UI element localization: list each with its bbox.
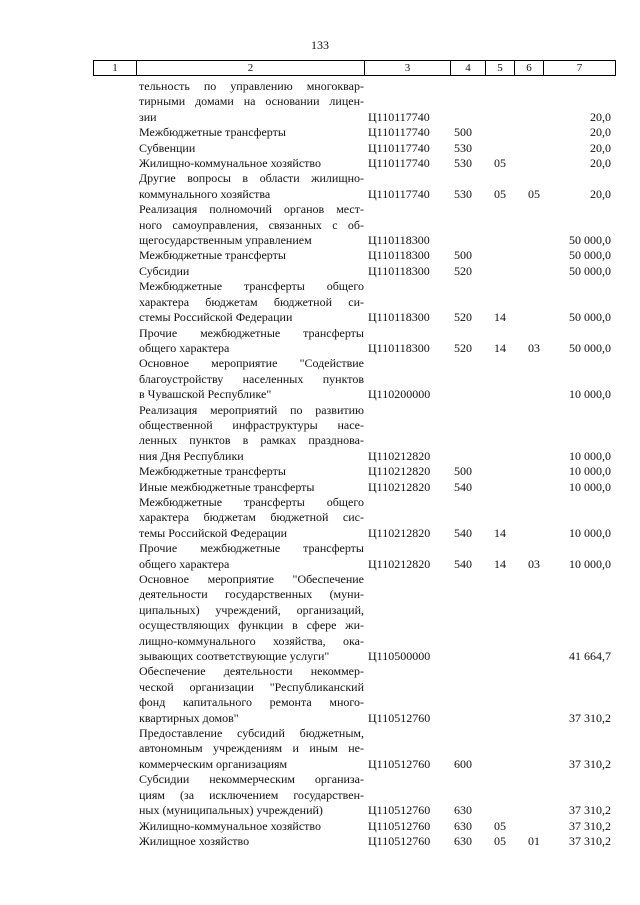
target-code: Ц110117740 [368, 140, 430, 155]
description-line: коммунального хозяйства [139, 186, 271, 201]
target-code: Ц110212820 [368, 448, 431, 463]
amount: 20,0 [590, 186, 611, 201]
column-header-5: 5 [486, 61, 515, 76]
expense-type-code: 630 [454, 833, 472, 848]
amount: 20,0 [590, 156, 611, 171]
description-line: лищно-коммунального хозяйства, ока- [139, 633, 364, 648]
expense-type-code: 520 [454, 310, 472, 325]
table-row [0, 156, 640, 171]
column-header-table [93, 60, 616, 76]
amount: 20,0 [590, 125, 611, 140]
amount: 50 000,0 [569, 263, 611, 278]
expense-type-code: 530 [454, 156, 472, 171]
subsection-code: 05 [528, 186, 540, 201]
expense-type-code: 520 [454, 340, 472, 355]
table-row [0, 326, 640, 357]
description-line: Жилищно-коммунальное хозяйство [139, 818, 322, 833]
description-line: Межбюджетные трансферты общего [139, 494, 364, 509]
description-line: осуществляющих функции в сфере жи- [139, 618, 364, 633]
description-line: Межбюджетные трансферты [139, 248, 286, 263]
target-code: Ц110212820 [368, 556, 431, 571]
description-line: Субвенции [139, 140, 196, 155]
description-line: стемы Российской Федерации [139, 310, 293, 325]
amount: 50 000,0 [569, 340, 611, 355]
amount: 50 000,0 [569, 248, 611, 263]
target-code: Ц110118300 [368, 263, 430, 278]
description-line: общего характера [139, 556, 230, 571]
table-row [0, 171, 640, 202]
amount: 20,0 [590, 109, 611, 124]
description-line: тирными домами на основании лицен- [139, 94, 364, 109]
column-header-row [94, 61, 616, 76]
expense-type-code: 530 [454, 186, 472, 201]
description-line: фонд капитального ремонта много- [139, 695, 364, 710]
target-code: Ц110117740 [368, 109, 430, 124]
description-line: Прочие межбюджетные трансферты [139, 541, 364, 556]
row-description [139, 171, 368, 202]
expense-type-code: 630 [454, 803, 472, 818]
column-header-3: 3 [365, 61, 451, 76]
section-code: 05 [494, 833, 506, 848]
expense-type-code: 530 [454, 140, 472, 155]
table-row [0, 403, 640, 465]
description-line: автономным учреждениям и иным не- [139, 741, 364, 756]
section-code: 05 [494, 186, 506, 201]
amount: 10 000,0 [569, 556, 611, 571]
description-line: Другие вопросы в области жилищно- [139, 171, 364, 186]
amount: 37 310,2 [569, 803, 611, 818]
target-code: Ц110512760 [368, 818, 431, 833]
row-description [139, 480, 368, 495]
description-line: ленных пунктов в рамках празднова- [139, 433, 364, 448]
row-description [139, 202, 368, 248]
amount: 37 310,2 [569, 710, 611, 725]
section-code: 14 [494, 556, 506, 571]
column-header-1: 1 [94, 61, 137, 76]
row-description [139, 141, 368, 156]
description-line: Реализация полномочий органов мест- [139, 202, 364, 217]
description-line: характера бюджетам бюджетной си- [139, 294, 364, 309]
expense-type-code: 540 [454, 525, 472, 540]
description-line: Межбюджетные трансферты [139, 125, 286, 140]
amount: 37 310,2 [569, 756, 611, 771]
description-line: зывающих соответствующие услуги" [139, 649, 330, 664]
row-description [139, 156, 368, 171]
row-description [139, 356, 368, 402]
description-line: ного самоуправления, связанных с об- [139, 217, 364, 232]
description-line: Субсидии некоммерческим организа- [139, 772, 364, 787]
table-row [0, 202, 640, 248]
description-line: Межбюджетные трансферты [139, 464, 286, 479]
description-line: характера бюджетам бюджетной сис- [139, 510, 364, 525]
subsection-code: 03 [528, 556, 540, 571]
description-line: деятельности государственных (муни- [139, 587, 364, 602]
description-line: Основное мероприятие "Содействие [139, 356, 364, 371]
description-line: ния Дня Республики [139, 448, 244, 463]
target-code: Ц110117740 [368, 156, 430, 171]
table-row [0, 726, 640, 772]
row-description [139, 464, 368, 479]
description-line: ных (муниципальных) учреждений) [139, 803, 323, 818]
row-description [139, 279, 368, 325]
amount: 20,0 [590, 140, 611, 155]
row-description [139, 772, 368, 818]
table-row [0, 541, 640, 572]
amount: 10 000,0 [569, 448, 611, 463]
target-code: Ц110118300 [368, 340, 430, 355]
description-line: Жилищно-коммунальное хозяйство [139, 156, 322, 171]
target-code: Ц110118300 [368, 310, 430, 325]
expense-type-code: 630 [454, 818, 472, 833]
target-code: Ц110118300 [368, 233, 430, 248]
description-line: Основное мероприятие "Обеспечение [139, 572, 364, 586]
description-line: квартирных домов" [139, 710, 239, 725]
description-line: зии [139, 109, 157, 124]
description-line: Субсидии [139, 263, 190, 278]
row-description [139, 264, 368, 279]
table-row [0, 79, 640, 125]
table-row [0, 664, 640, 726]
description-line: ципальных) учреждений, организаций, [139, 602, 364, 617]
target-code: Ц110500000 [368, 649, 431, 664]
table-row [0, 480, 640, 495]
description-line: коммерческим организациям [139, 756, 288, 771]
subsection-code: 03 [528, 340, 540, 355]
row-description [139, 834, 368, 849]
subsection-code: 01 [528, 833, 540, 848]
description-line: Жилищное хозяйство [139, 833, 250, 848]
description-line: Межбюджетные трансферты общего [139, 279, 364, 294]
description-line: ческой организации "Республиканский [139, 679, 364, 694]
description-line: Реализация мероприятий по развитию [139, 402, 364, 417]
row-description [139, 125, 368, 140]
description-line: общего характера [139, 340, 230, 355]
description-line: щегосударственным управлением [139, 233, 312, 248]
row-description [139, 326, 368, 357]
description-line: общественной инфраструктуры насе- [139, 417, 364, 432]
expense-type-code: 540 [454, 479, 472, 494]
section-code: 14 [494, 310, 506, 325]
description-line: Обеспечение деятельности некоммер- [139, 664, 364, 679]
table-row [0, 125, 640, 140]
section-code: 05 [494, 818, 506, 833]
expense-type-code: 540 [454, 556, 472, 571]
table-row [0, 464, 640, 479]
amount: 50 000,0 [569, 310, 611, 325]
row-description [139, 819, 368, 834]
row-description [139, 248, 368, 263]
table-row [0, 572, 640, 664]
table-row [0, 141, 640, 156]
target-code: Ц110118300 [368, 248, 430, 263]
target-code: Ц110212820 [368, 464, 431, 479]
target-code: Ц110200000 [368, 387, 431, 402]
description-line: благоустройству населенных пунктов [139, 371, 364, 386]
description-line: темы Российской Федерации [139, 525, 288, 540]
amount: 10 000,0 [569, 387, 611, 402]
row-description [139, 495, 368, 541]
row-description [139, 403, 368, 465]
target-code: Ц110117740 [368, 186, 430, 201]
amount: 50 000,0 [569, 233, 611, 248]
target-code: Ц110117740 [368, 125, 430, 140]
column-header-4: 4 [451, 61, 486, 76]
amount: 37 310,2 [569, 833, 611, 848]
amount: 41 664,7 [569, 649, 611, 664]
column-header-7: 7 [544, 61, 616, 76]
table-row [0, 356, 640, 402]
description-line: Иные межбюджетные трансферты [139, 479, 315, 494]
table-row [0, 264, 640, 279]
target-code: Ц110512760 [368, 803, 431, 818]
target-code: Ц110512760 [368, 833, 431, 848]
target-code: Ц110512760 [368, 710, 431, 725]
section-code: 14 [494, 340, 506, 355]
description-line: тельность по управлению многоквар- [139, 79, 364, 93]
row-description [139, 79, 368, 125]
row-description [139, 541, 368, 572]
expense-type-code: 520 [454, 263, 472, 278]
amount: 37 310,2 [569, 818, 611, 833]
amount: 10 000,0 [569, 525, 611, 540]
description-line: циям (за исключением государствен- [139, 787, 364, 802]
table-row [0, 834, 640, 849]
target-code: Ц110212820 [368, 525, 431, 540]
expense-type-code: 500 [454, 125, 472, 140]
section-code: 14 [494, 525, 506, 540]
row-description [139, 572, 368, 664]
column-header-6: 6 [515, 61, 544, 76]
row-description [139, 726, 368, 772]
target-code: Ц110512760 [368, 756, 431, 771]
expense-type-code: 500 [454, 464, 472, 479]
table-row [0, 248, 640, 263]
table-row [0, 772, 640, 818]
budget-table-body [0, 79, 640, 849]
row-description [139, 664, 368, 726]
page-number: 133 [311, 38, 329, 52]
expense-type-code: 500 [454, 248, 472, 263]
section-code: 05 [494, 156, 506, 171]
amount: 10 000,0 [569, 479, 611, 494]
table-row [0, 279, 640, 325]
table-row [0, 819, 640, 834]
description-line: в Чувашской Республике" [139, 387, 272, 402]
amount: 10 000,0 [569, 464, 611, 479]
table-row [0, 495, 640, 541]
description-line: Предоставление субсидий бюджетным, [139, 726, 364, 741]
column-header-2: 2 [137, 61, 365, 76]
expense-type-code: 600 [454, 756, 472, 771]
target-code: Ц110212820 [368, 479, 431, 494]
description-line: Прочие межбюджетные трансферты [139, 325, 364, 340]
